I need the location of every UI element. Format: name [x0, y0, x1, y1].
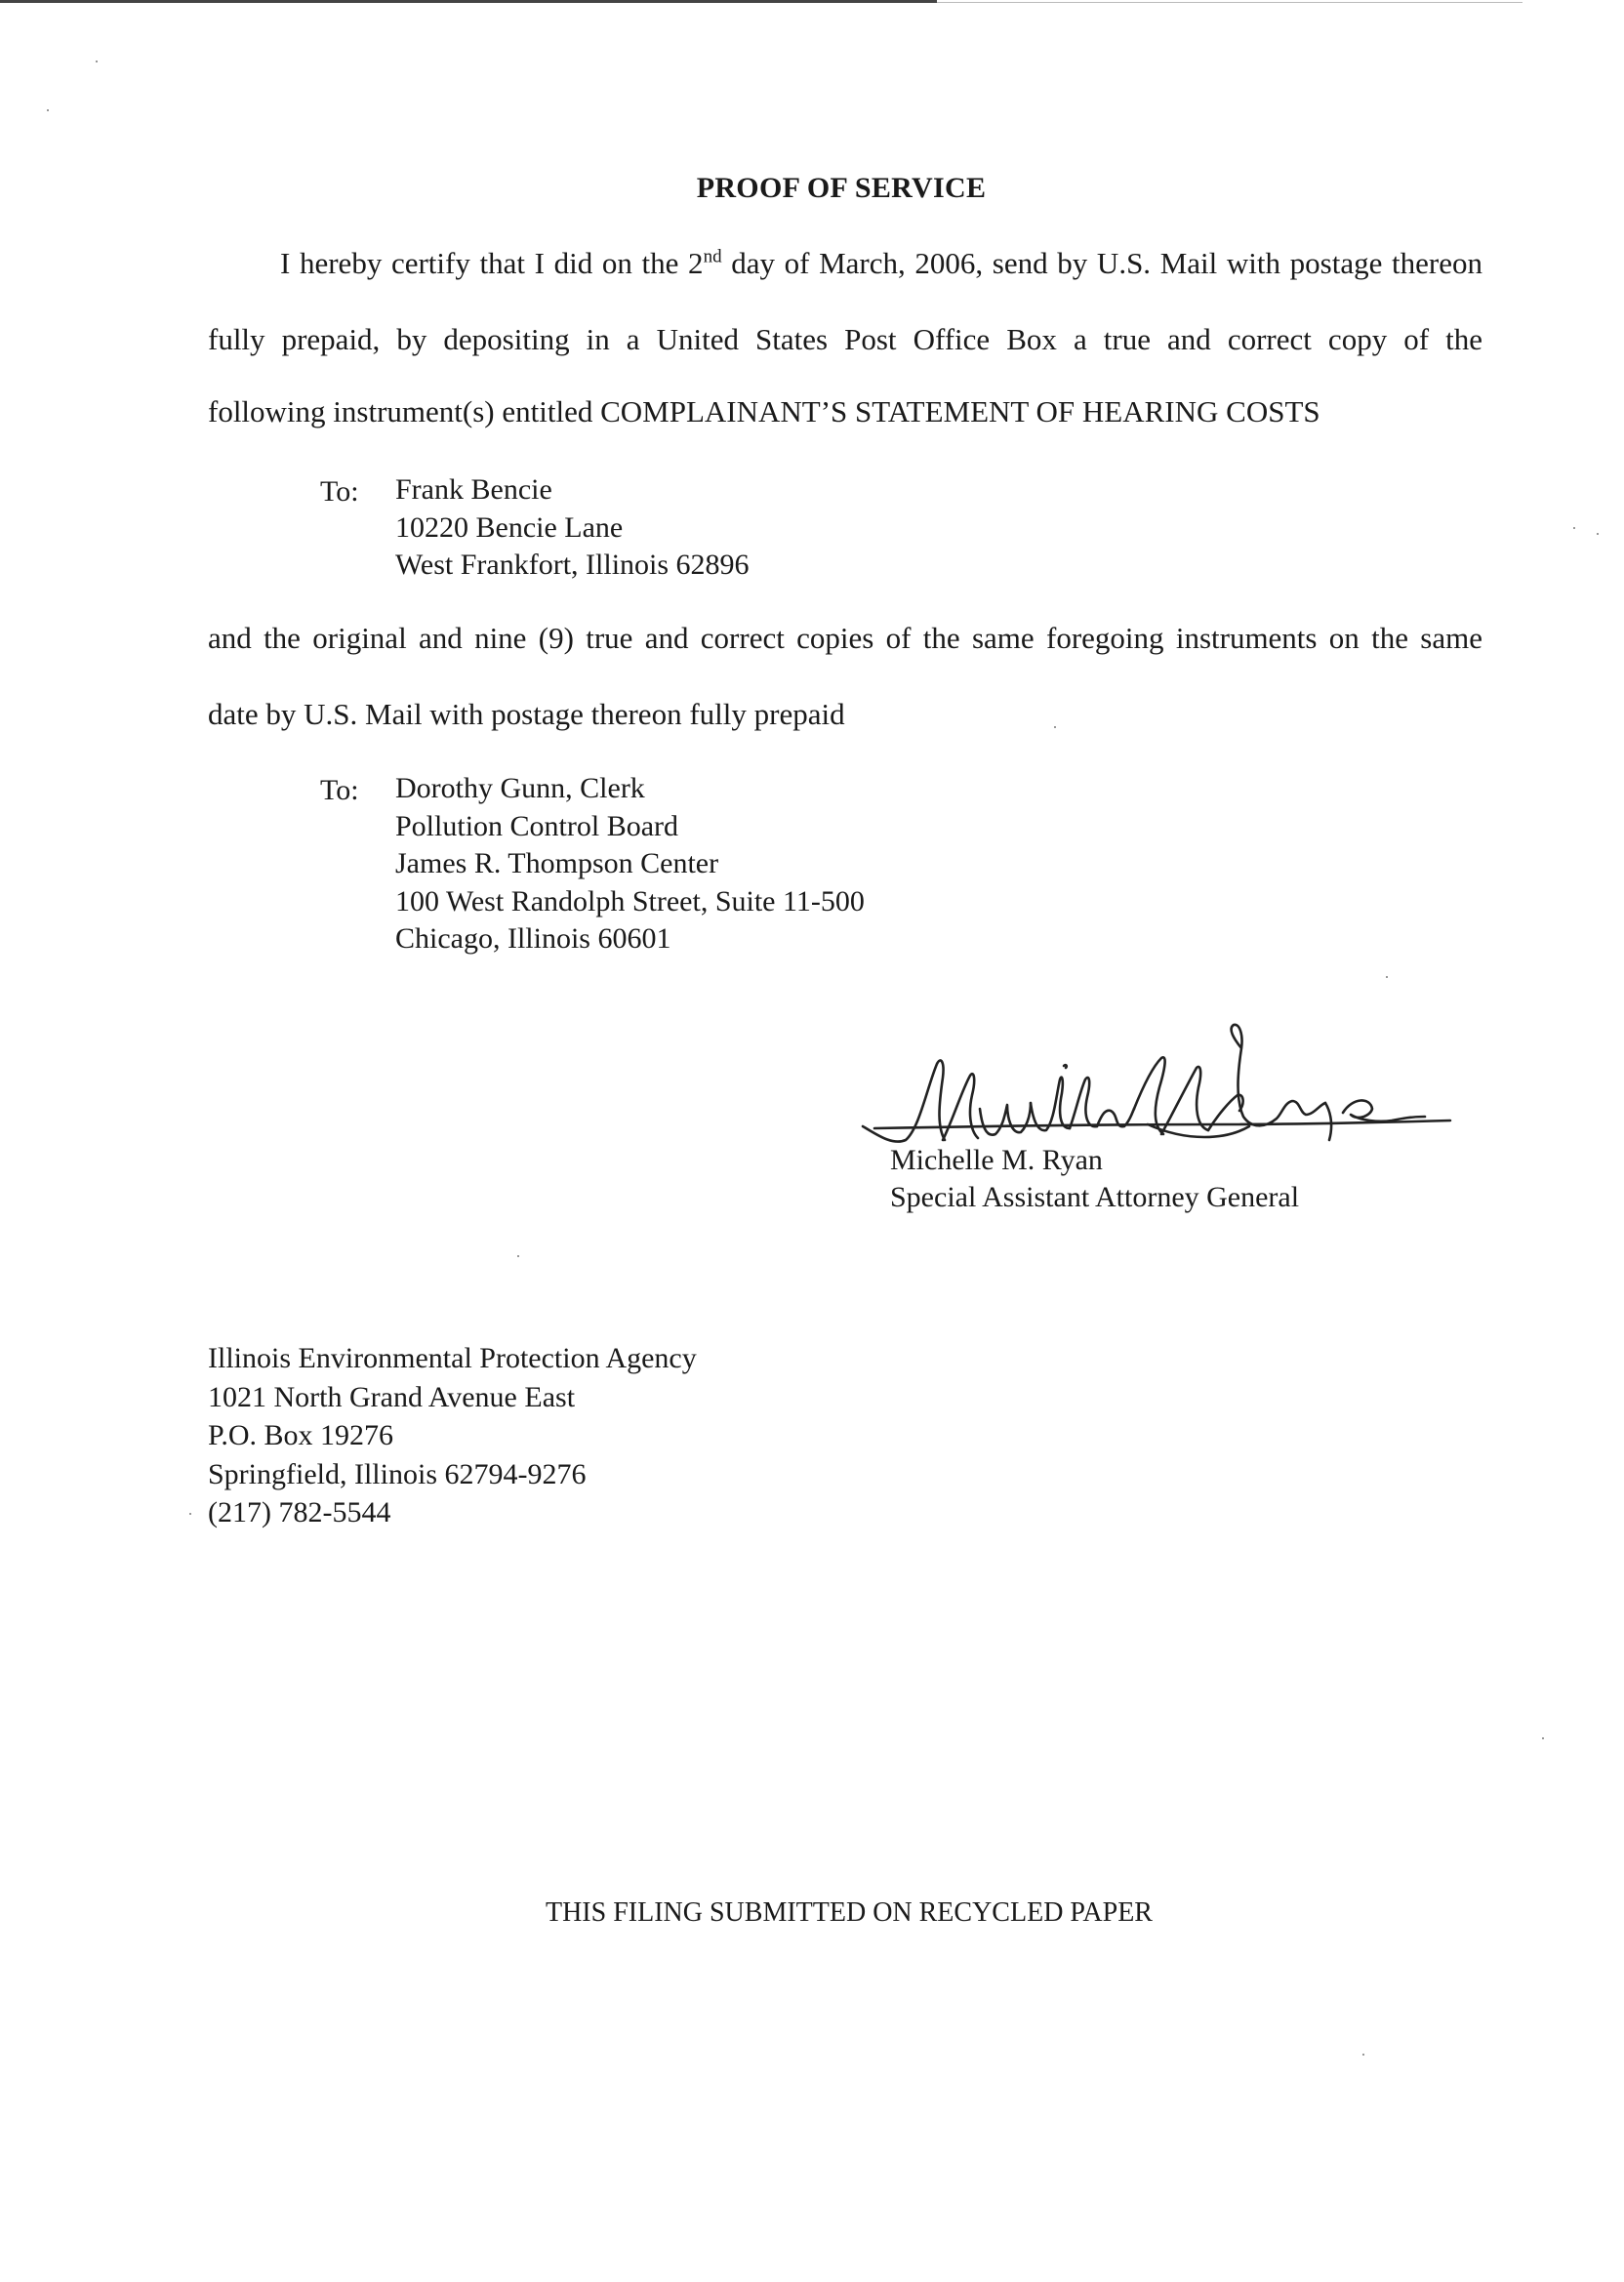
original-line-1: and the original and nine (9) true and correct copies of the same foregoing instruments on the same: [208, 621, 1482, 655]
recycled-paper-notice: THIS FILING SUBMITTED ON RECYCLED PAPER: [545, 1897, 1153, 1928]
scan-speck: [189, 1513, 191, 1515]
scan-speck: [47, 109, 49, 111]
scan-edge-line-faint: [937, 2, 1522, 3]
scan-speck: [1542, 1737, 1544, 1739]
agency-line: 1021 North Grand Avenue East: [208, 1380, 576, 1413]
agency-line: (217) 782-5544: [208, 1496, 391, 1528]
recipient-1-line: 10220 Bencie Lane: [395, 510, 624, 544]
certify-line-1-rest: day of March, 2006, send by U.S. Mail with postage thereon: [721, 246, 1482, 280]
scan-speck: [1362, 2054, 1364, 2056]
recipient-2-line: Pollution Control Board: [395, 809, 679, 842]
recipient-2-line: James R. Thompson Center: [395, 847, 719, 879]
to-label-2: To:: [320, 774, 359, 806]
recipient-1-address: [395, 471, 750, 585]
certify-line-1-text: I hereby certify that I did on the 2: [280, 246, 704, 280]
scan-speck: [1573, 527, 1575, 529]
recipient-1-line: West Frankfort, Illinois 62896: [395, 549, 750, 581]
ordinal-suffix: nd: [703, 246, 722, 267]
scan-speck: [1054, 726, 1056, 728]
recipient-2-address: [395, 770, 865, 958]
original-line-2: date by U.S. Mail with postage thereon fully prepaid: [208, 697, 845, 731]
recipient-2-line: Dorothy Gunn, Clerk: [395, 772, 645, 804]
certify-line-2: fully prepaid, by depositing in a United States Post Office Box a true and correct copy of the: [208, 322, 1482, 356]
scan-edge-line: [0, 0, 937, 3]
agency-line: P.O. Box 19276: [208, 1419, 394, 1451]
scan-speck: [517, 1255, 519, 1257]
signer-name: Michelle M. Ryan: [890, 1144, 1103, 1176]
agency-line: Springfield, Illinois 62794-9276: [208, 1457, 587, 1490]
agency-address-block: [208, 1339, 697, 1532]
certify-line-1: [280, 246, 1482, 281]
signer-block: [890, 1142, 1299, 1216]
agency-line: Illinois Environmental Protection Agency: [208, 1342, 697, 1374]
document-title: PROOF OF SERVICE: [696, 172, 987, 204]
scan-speck: [1386, 976, 1388, 978]
signer-title: Special Assistant Attorney General: [890, 1181, 1300, 1213]
recipient-2-line: 100 West Randolph Street, Suite 11-500: [395, 884, 865, 917]
scan-speck: [96, 61, 98, 62]
recipient-1-line: Frank Bencie: [395, 473, 552, 506]
scan-speck: [1597, 533, 1599, 535]
certify-line-3: following instrument(s) entitled COMPLAINANT’S STATEMENT OF HEARING COSTS: [208, 394, 1320, 428]
to-label-1: To:: [320, 475, 359, 508]
recipient-2-line: Chicago, Illinois 60601: [395, 922, 671, 955]
